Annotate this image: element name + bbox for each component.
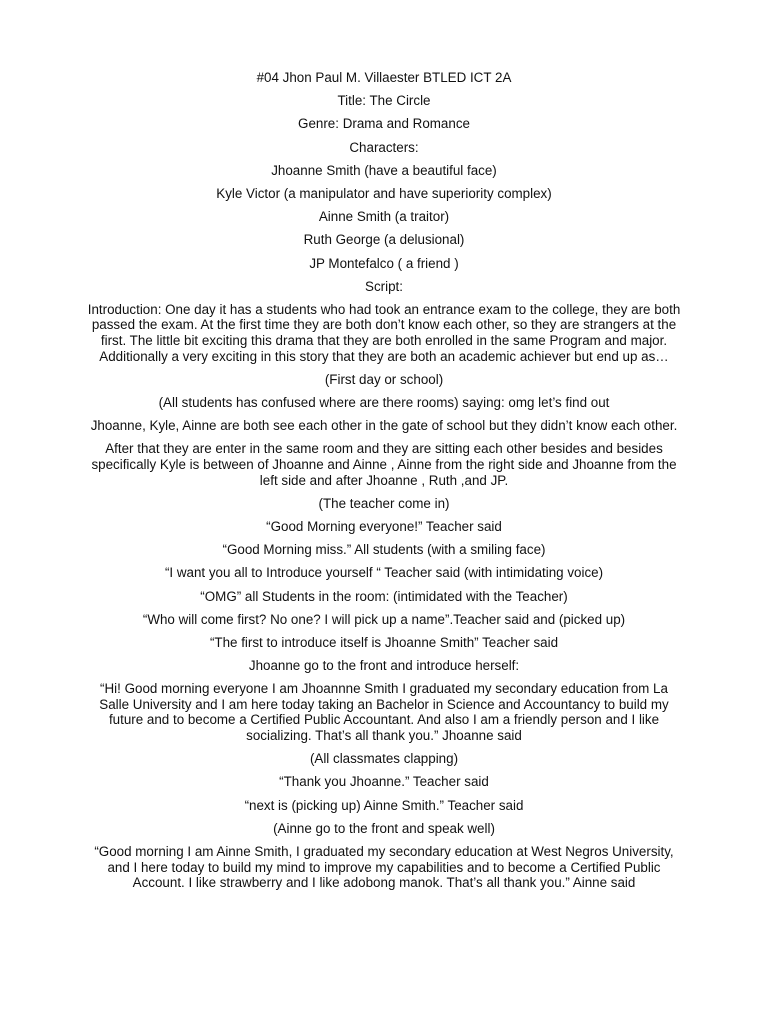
script-line: “Good Morning everyone!” Teacher said: [266, 518, 502, 534]
introduction-paragraph: Introduction: One day it has a students who had took an entrance exam to the college, they are both passed the exam. At the first time they are both don’t know each other, so they are strangers at the first. The little bit exciting this drama that they are both enrolled in the same Program and major. Additionally a very exciting in this story that they are both an academic achiever but end up as…: [87, 301, 681, 364]
script-genre: Genre: Drama and Romance: [298, 116, 470, 132]
script-heading: Script:: [365, 278, 403, 294]
character-item: Kyle Victor (a manipulator and have superiority complex): [216, 185, 552, 201]
author-header: #04 Jhon Paul M. Villaester BTLED ICT 2A: [256, 70, 512, 85]
character-item: Ainne Smith (a traitor): [318, 209, 450, 225]
script-line: (All classmates clapping): [309, 751, 459, 767]
script-line: (First day or school): [324, 371, 444, 387]
script-line: “I want you all to Introduce yourself “ Teacher said (with intimidating voice): [164, 565, 604, 581]
script-title: Title: The Circle: [337, 93, 431, 109]
script-line: Jhoanne go to the front and introduce herself:: [248, 658, 520, 674]
script-line: (The teacher come in): [318, 495, 450, 511]
script-line: “Who will come first? No one? I will pick up a name”.Teacher said and (picked up): [142, 611, 626, 627]
script-line: “next is (picking up) Ainne Smith.” Teacher said: [244, 797, 524, 813]
script-line: “OMG” all Students in the room: (intimidated with the Teacher): [200, 588, 568, 604]
character-item: Ruth George (a delusional): [303, 232, 465, 248]
script-line: “Good morning I am Ainne Smith, I graduated my secondary education at West Negros University, and I here today to build my mind to improve my capabilities and to become a Certified Public Account. I like strawberry and I like adobong manok. That’s all thank you.” Ainne said: [94, 844, 674, 891]
script-line: “Hi! Good morning everyone I am Jhoannne Smith I graduated my secondary education from La Salle University and I am here today taking an Bachelor in Science and Accountancy to build my future and to become a Certified Public Accountant. And also I am a friendly person and I like socializing. That’s all thank you.” Jhoanne said: [99, 681, 669, 744]
script-line: “The first to introduce itself is Jhoanne Smith” Teacher said: [209, 634, 559, 650]
script-line: “Thank you Jhoanne.” Teacher said: [279, 774, 489, 790]
character-item: Jhoanne Smith (have a beautiful face): [271, 162, 497, 178]
script-line: Jhoanne, Kyle, Ainne are both see each other in the gate of school but they didn’t know each other.: [90, 418, 678, 434]
script-line: “Good Morning miss.” All students (with a smiling face): [222, 542, 546, 558]
character-item: JP Montefalco ( a friend ): [309, 255, 459, 271]
script-line: (Ainne go to the front and speak well): [273, 820, 495, 836]
script-line: After that they are enter in the same room and they are sitting each other besides and besides specifically Kyle is between of Jhoanne and Ainne , Ainne from the right side and Jhoanne from the left side and after Jhoanne , Ruth ,and JP.: [91, 441, 677, 488]
script-line: (All students has confused where are there rooms) saying: omg let’s find out: [158, 395, 610, 411]
document-body: [86, 70, 682, 898]
characters-heading: Characters:: [349, 139, 419, 155]
